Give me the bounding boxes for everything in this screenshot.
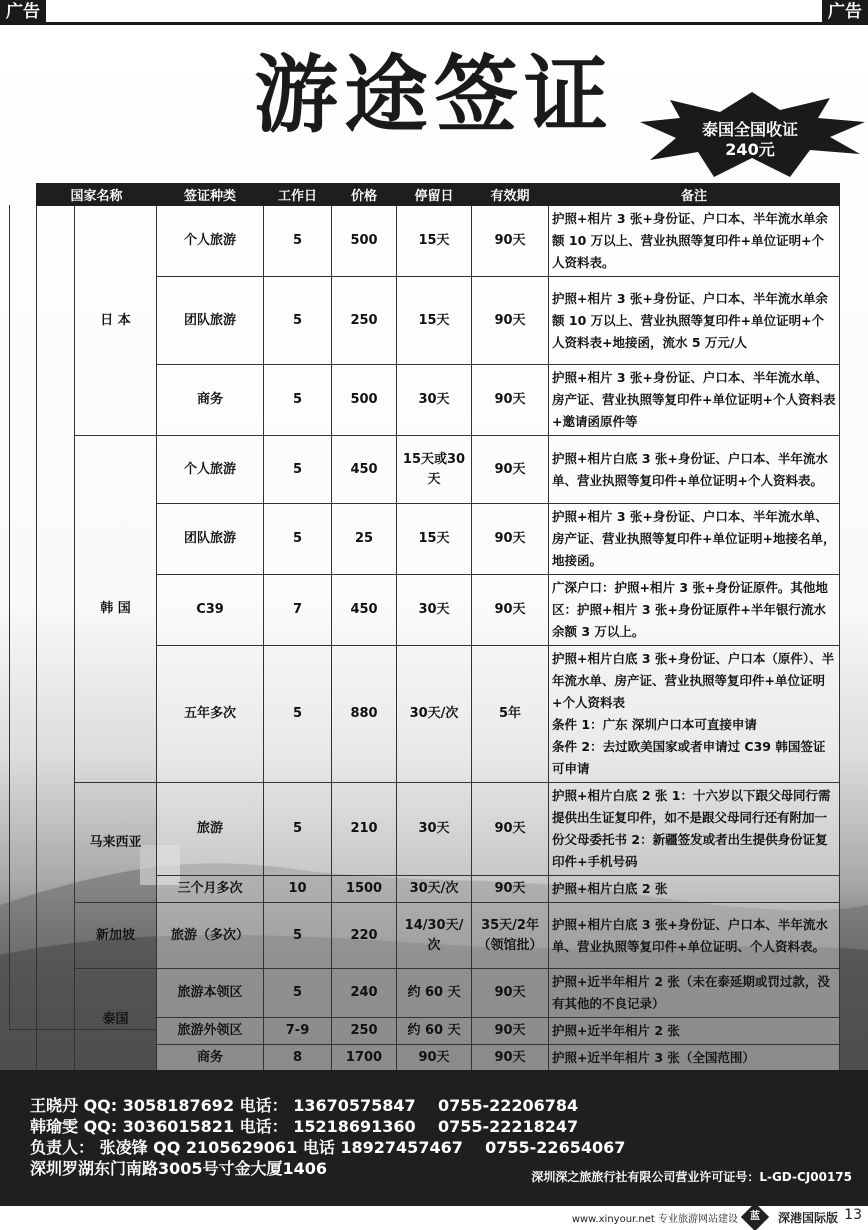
table-row xyxy=(37,575,840,646)
price: 500 xyxy=(332,206,397,277)
visa-type: 团队旅游 xyxy=(157,277,264,365)
header-visa-type: 签证种类 xyxy=(157,184,264,206)
visa-type: 旅游（多次） xyxy=(157,903,264,969)
price: 1700 xyxy=(332,1045,397,1072)
note: 护照+相片白底 3 张+身份证、户口本、半年流水单、营业执照等复印件+单位证明、个人资料表。 xyxy=(549,903,840,969)
stay: 15天 xyxy=(397,277,472,365)
header-country: 国家名称 xyxy=(37,184,157,206)
gutter xyxy=(37,206,75,1072)
page-title: 游途签证 xyxy=(253,46,614,144)
stay: 约 60 天 xyxy=(397,969,472,1018)
note: 护照+相片 3 张+身份证、户口本、半年流水单、房产证、营业执照等复印件+单位证明+地接名单，地接函。 xyxy=(549,504,840,575)
contact-line-3: 负责人： 张凌锋 QQ 2105629061 电话 18927457467 0755-22654067 xyxy=(30,1138,626,1157)
stay: 30天/次 xyxy=(397,646,472,783)
table-row xyxy=(37,436,840,504)
visa-type: 旅游外领区 xyxy=(157,1018,264,1045)
validity: 90天 xyxy=(472,436,549,504)
price: 25 xyxy=(332,504,397,575)
ad-label-right: 广告 xyxy=(822,0,868,24)
visa-type: 团队旅游 xyxy=(157,504,264,575)
validity: 90天 xyxy=(472,575,549,646)
price: 450 xyxy=(332,575,397,646)
note: 护照+相片白底 3 张+身份证、户口本、半年流水单、营业执照等复印件+单位证明+个人资料表。 xyxy=(549,436,840,504)
stay: 14/30天/次 xyxy=(397,903,472,969)
table-row xyxy=(37,903,840,969)
left-rule xyxy=(9,205,10,1030)
table-row xyxy=(37,277,840,365)
price: 220 xyxy=(332,903,397,969)
price: 500 xyxy=(332,365,397,436)
workdays: 8 xyxy=(264,1045,332,1072)
table-row xyxy=(37,504,840,575)
workdays: 5 xyxy=(264,646,332,783)
country-thailand: 泰国 xyxy=(75,969,157,1072)
note-main: 护照+相片白底 3 张+身份证、户口本（原件）、半年流水单、房产证、营业执照等复印件+单位证明+个人资料表 xyxy=(552,651,835,710)
brand-logo-icon xyxy=(741,1203,769,1230)
stay: 15天或30天 xyxy=(397,436,472,504)
promo-text xyxy=(660,120,840,160)
stay: 30天 xyxy=(397,575,472,646)
visa-type: 商务 xyxy=(157,1045,264,1072)
table-row xyxy=(37,206,840,277)
note: 护照+近半年相片 3 张（全国范围） xyxy=(549,1045,840,1072)
workdays: 7-9 xyxy=(264,1018,332,1045)
workdays: 10 xyxy=(264,876,332,903)
header-workdays: 工作日 xyxy=(264,184,332,206)
ad-label-left: 广告 xyxy=(0,0,46,24)
visa-type: C39 xyxy=(157,575,264,646)
workdays: 5 xyxy=(264,206,332,277)
note: 护照+相片 3 张+身份证、户口本、半年流水单、房产证、营业执照等复印件+单位证明+个人资料表+邀请函原件等 xyxy=(549,365,840,436)
country-korea: 韩 国 xyxy=(75,436,157,783)
table-row xyxy=(37,969,840,1018)
promo-line1: 泰国全国收证 xyxy=(701,120,798,139)
validity: 90天 xyxy=(472,277,549,365)
header-validity: 有效期 xyxy=(472,184,549,206)
note: 护照+相片白底 2 张 xyxy=(549,876,840,903)
validity: 5年 xyxy=(472,646,549,783)
visa-table xyxy=(36,183,840,1072)
workdays: 5 xyxy=(264,969,332,1018)
validity: 90天 xyxy=(472,783,549,876)
visa-type: 五年多次 xyxy=(157,646,264,783)
brand-logo-char: 蓝 xyxy=(750,1211,760,1222)
stay: 30天 xyxy=(397,783,472,876)
stay: 30天/次 xyxy=(397,876,472,903)
workdays: 5 xyxy=(264,783,332,876)
note xyxy=(549,646,840,783)
table-row xyxy=(37,365,840,436)
workdays: 5 xyxy=(264,504,332,575)
price: 240 xyxy=(332,969,397,1018)
workdays: 5 xyxy=(264,436,332,504)
visa-type: 个人旅游 xyxy=(157,436,264,504)
note: 护照+相片 3 张+身份证、户口本、半年流水单余额 10 万以上、营业执照等复印件+单位证明+个人资料表。 xyxy=(549,206,840,277)
visa-type: 旅游 xyxy=(157,783,264,876)
note-condition-1: 条件 1：广东 深圳户口本可直接申请 xyxy=(552,717,757,732)
stay: 约 60 天 xyxy=(397,1018,472,1045)
stay: 15天 xyxy=(397,504,472,575)
header-notes: 备注 xyxy=(549,184,840,206)
table-row xyxy=(37,1018,840,1045)
note: 护照+近半年相片 2 张（未在泰延期或罚过款，没有其他的不良记录） xyxy=(549,969,840,1018)
price: 250 xyxy=(332,1018,397,1045)
license-number: 深圳深之旅旅行社有限公司营业许可证号：L-GD-CJ00175 xyxy=(531,1170,852,1184)
table-row xyxy=(37,646,840,783)
country-singapore: 新加坡 xyxy=(75,903,157,969)
brand-name: 深港国际版 xyxy=(777,1211,838,1225)
table-row xyxy=(37,783,840,876)
header-stay: 停留日 xyxy=(397,184,472,206)
note: 护照+相片 3 张+身份证、户口本、半年流水单余额 10 万以上、营业执照等复印件+单位证明+个人资料表+地接函，流水 5 万元/人 xyxy=(549,277,840,365)
table-row xyxy=(37,876,840,903)
contact-line-1: 王晓丹 QQ: 3058187692 电话： 13670575847 0755-22206784 xyxy=(30,1096,579,1115)
promo-line2: 240元 xyxy=(725,140,775,159)
page-number: 13 xyxy=(844,1207,862,1223)
contact-line-2: 韩瑜雯 QQ: 3036015821 电话： 15218691360 0755-22218247 xyxy=(30,1117,579,1136)
table-header-row xyxy=(37,184,840,206)
price: 210 xyxy=(332,783,397,876)
validity: 90天 xyxy=(472,1045,549,1072)
address-line: 深圳罗湖东门南路3005号寸金大厦1406 xyxy=(30,1159,328,1178)
visa-type: 旅游本领区 xyxy=(157,969,264,1018)
visa-type: 三个月多次 xyxy=(157,876,264,903)
note-condition-2: 条件 2：去过欧美国家或者申请过 C39 韩国签证可申请 xyxy=(552,739,826,776)
price: 450 xyxy=(332,436,397,504)
visa-type: 个人旅游 xyxy=(157,206,264,277)
price: 250 xyxy=(332,277,397,365)
website-credit: www.xinyour.net 专业旅游网站建设 xyxy=(571,1214,738,1225)
validity: 90天 xyxy=(472,969,549,1018)
price: 1500 xyxy=(332,876,397,903)
validity: 35天/2年（领馆批） xyxy=(472,903,549,969)
note: 护照+相片白底 2 张 1：十六岁以下跟父母同行需提供出生证复印件，如不是跟父母同行还有附加一份父母委托书 2：新疆签发或者出生提供身份证复印件+手机号码 xyxy=(549,783,840,876)
validity: 90天 xyxy=(472,206,549,277)
validity: 90天 xyxy=(472,365,549,436)
stay: 90天 xyxy=(397,1045,472,1072)
note: 广深户口：护照+相片 3 张+身份证原件。其他地区：护照+相片 3 张+身份证原件+半年银行流水余额 3 万以上。 xyxy=(549,575,840,646)
workdays: 5 xyxy=(264,903,332,969)
stay: 15天 xyxy=(397,206,472,277)
validity: 90天 xyxy=(472,504,549,575)
stay: 30天 xyxy=(397,365,472,436)
note: 护照+近半年相片 2 张 xyxy=(549,1018,840,1045)
validity: 90天 xyxy=(472,1018,549,1045)
top-rule xyxy=(0,22,868,25)
country-malaysia: 马来西亚 xyxy=(75,783,157,903)
country-japan: 日 本 xyxy=(75,206,157,436)
workdays: 7 xyxy=(264,575,332,646)
validity: 90天 xyxy=(472,876,549,903)
header-price: 价格 xyxy=(332,184,397,206)
workdays: 5 xyxy=(264,277,332,365)
table-row xyxy=(37,1045,840,1072)
price: 880 xyxy=(332,646,397,783)
visa-type: 商务 xyxy=(157,365,264,436)
workdays: 5 xyxy=(264,365,332,436)
